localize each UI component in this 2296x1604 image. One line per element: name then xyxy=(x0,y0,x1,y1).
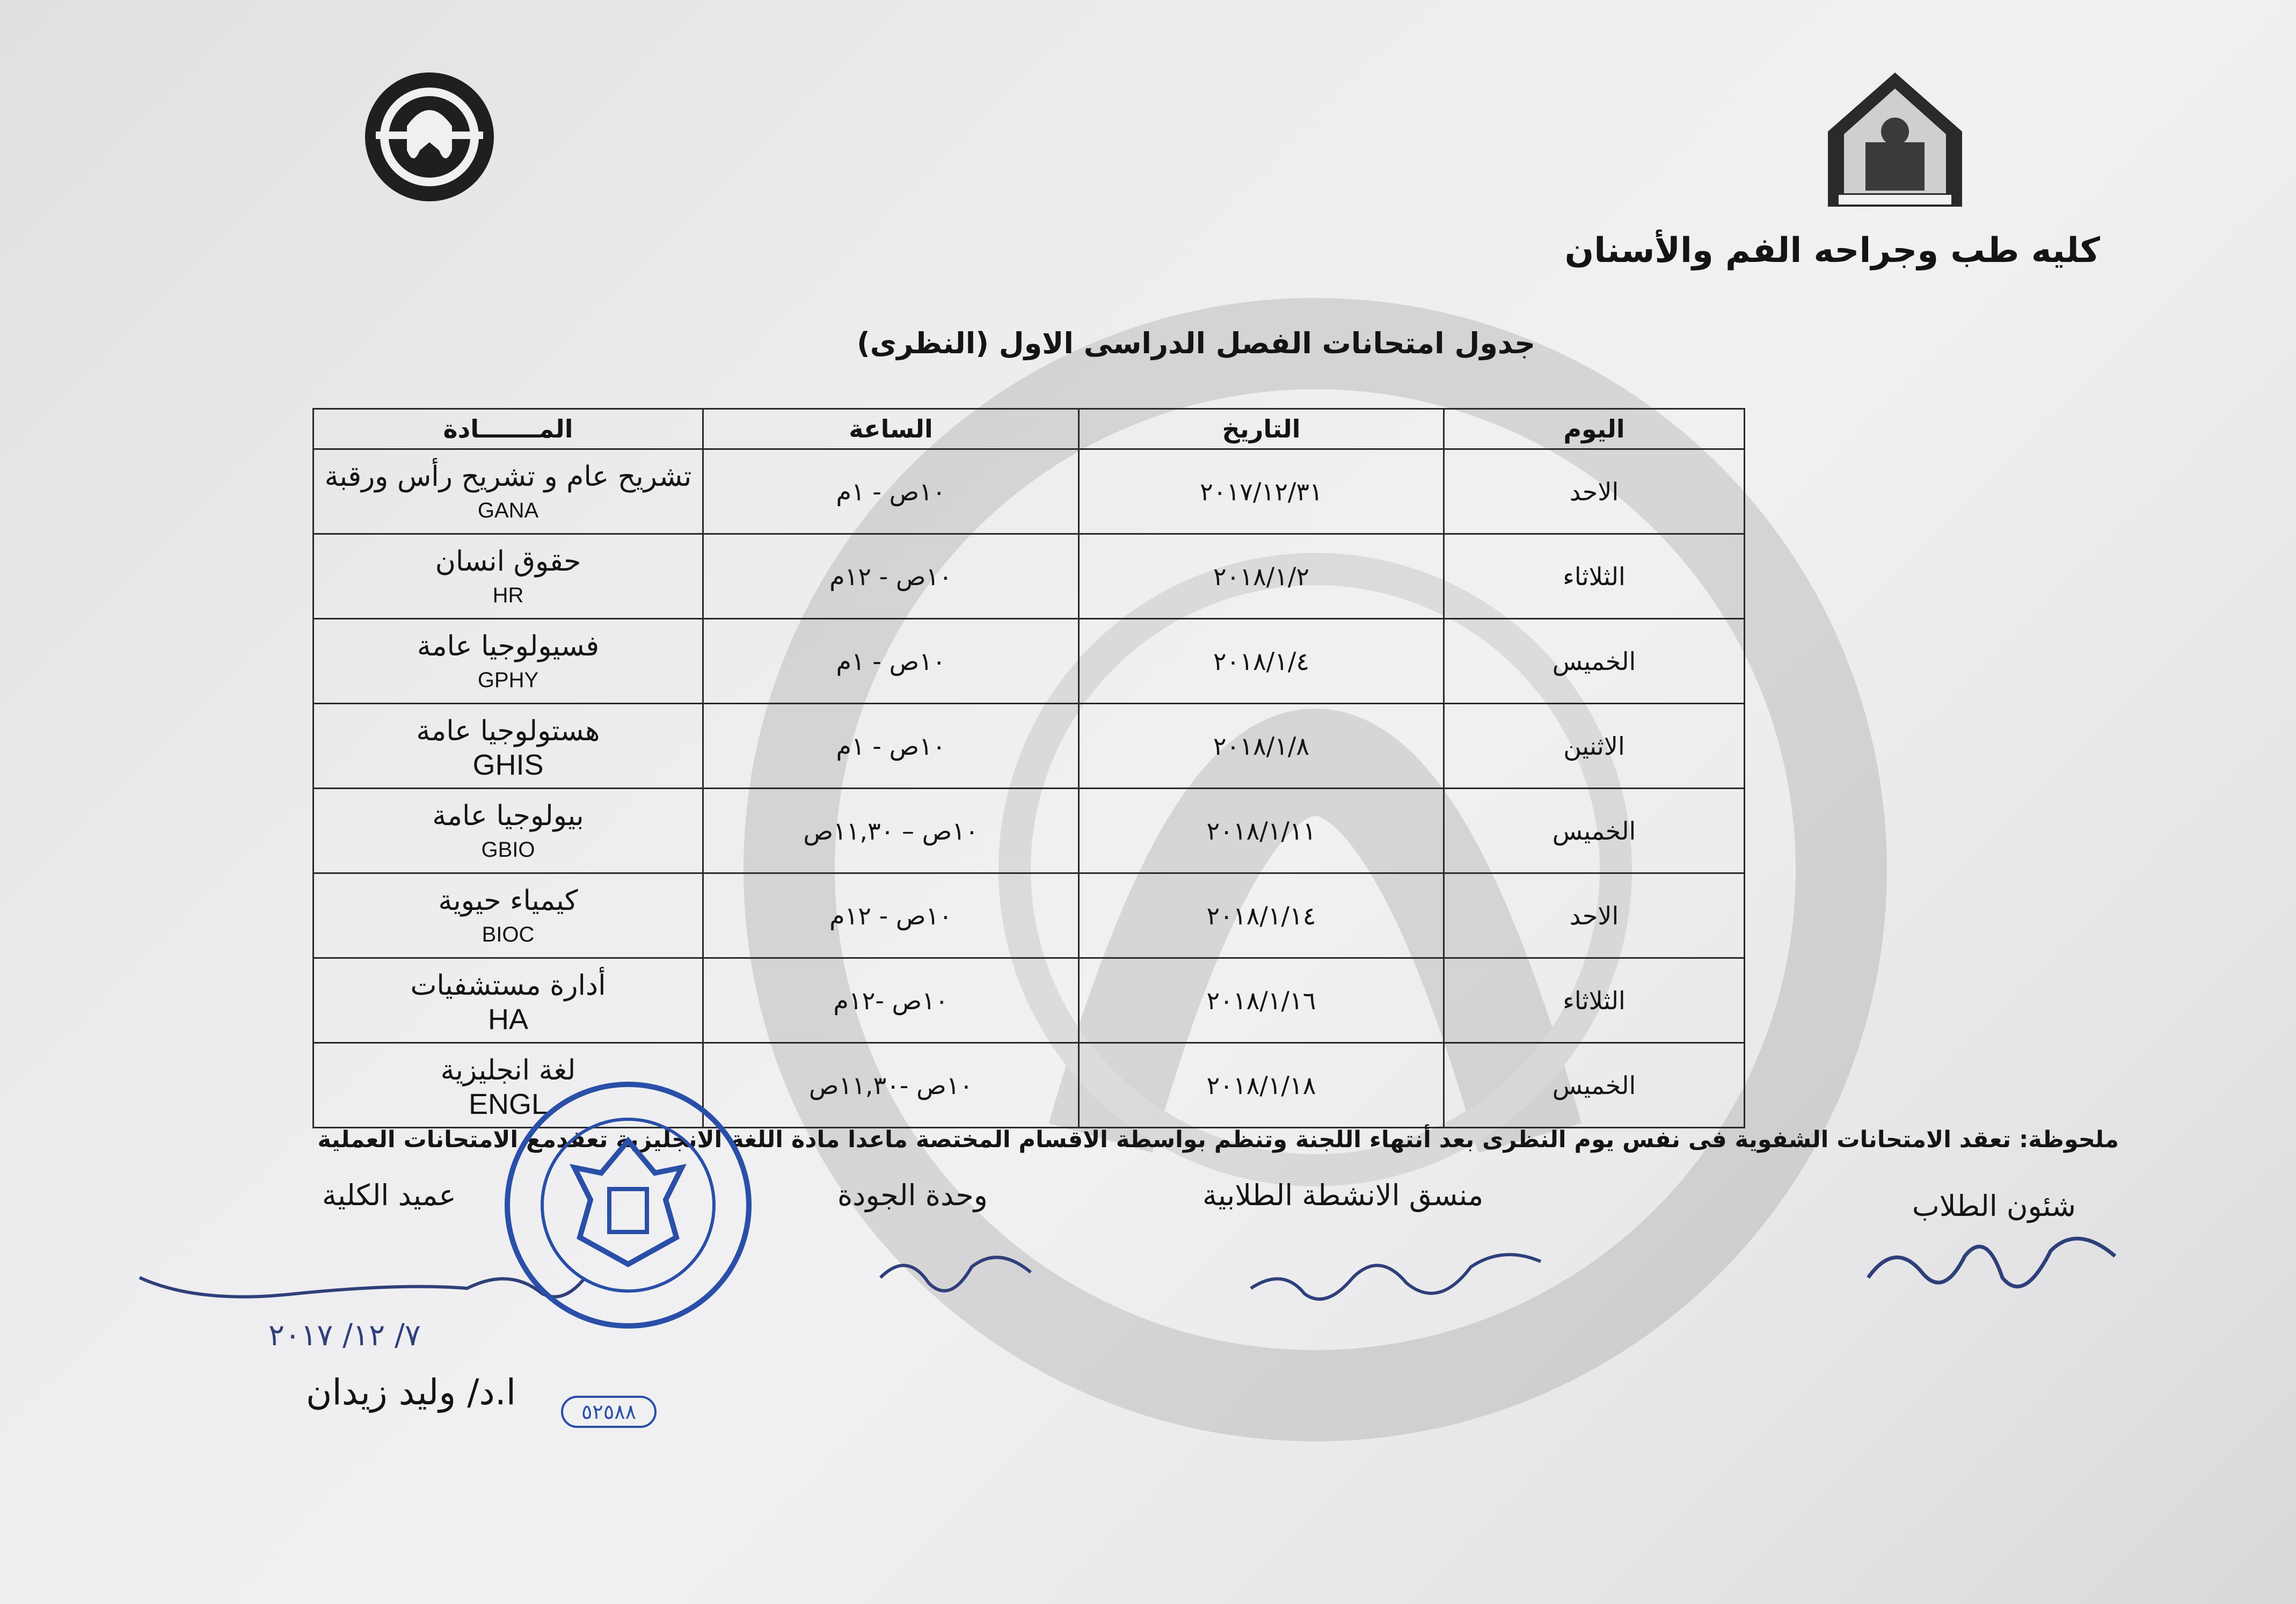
subject-name: تشريح عام و تشريح رأس ورقبة xyxy=(324,460,692,493)
date-cell: ٢٠١٨/١/٢ xyxy=(1079,534,1444,619)
table-row xyxy=(314,704,1745,789)
header-time: الساعة xyxy=(703,409,1079,449)
subject-name: لغة انجليزية xyxy=(440,1054,576,1087)
subject-cell xyxy=(314,619,703,704)
subject-cell xyxy=(314,704,703,789)
header-day: اليوم xyxy=(1444,409,1745,449)
faculty-name: كليه طب وجراحه الفم والأسنان xyxy=(1564,231,2100,271)
dental-faculty-logo xyxy=(360,56,499,217)
table-row xyxy=(314,789,1745,873)
dean-label: عميد الكلية xyxy=(322,1178,456,1212)
day-cell: الاحد xyxy=(1444,449,1745,534)
time-cell: ١٠ص - ١م xyxy=(703,704,1079,789)
day-cell: الخميس xyxy=(1444,619,1745,704)
date-cell: ٢٠١٧/١٢/٣١ xyxy=(1079,449,1444,534)
activities-coordinator-signature xyxy=(1245,1235,1546,1321)
subject-code: ENGL xyxy=(468,1088,548,1120)
subject-code: GANA xyxy=(477,498,539,522)
subject-cell xyxy=(314,873,703,958)
subject-name: فسيولوجيا عامة xyxy=(417,630,600,662)
header-subject: المـــــــادة xyxy=(314,409,703,449)
subject-cell xyxy=(314,534,703,619)
quality-unit-signature xyxy=(875,1235,1036,1310)
quality-unit-label: وحدة الجودة xyxy=(837,1178,988,1212)
subject-code: GBIO xyxy=(481,837,535,862)
subject-code: HR xyxy=(492,583,524,607)
date-cell: ٢٠١٨/١/١٨ xyxy=(1079,1043,1444,1128)
document-title: جدول امتحانات الفصل الدراسى الاول (النظرى) xyxy=(857,326,1535,360)
exam-schedule-table xyxy=(312,408,1745,1128)
subject-code: HA xyxy=(487,1003,528,1036)
date-cell: ٢٠١٨/١/٤ xyxy=(1079,619,1444,704)
day-cell: الاثنين xyxy=(1444,704,1745,789)
date-cell: ٢٠١٨/١/١٤ xyxy=(1079,873,1444,958)
time-cell: ١٠ص - ١م xyxy=(703,449,1079,534)
subject-cell xyxy=(314,789,703,873)
activities-coordinator-label: منسق الانشطة الطلابية xyxy=(1202,1178,1484,1212)
dean-name: ا.د/ وليد زيدان xyxy=(306,1372,516,1413)
subject-name: حقوق انسان xyxy=(435,545,581,578)
subject-cell xyxy=(314,449,703,534)
table-row xyxy=(314,534,1745,619)
table-row xyxy=(314,958,1745,1043)
subject-name: هستولوجيا عامة xyxy=(416,714,600,747)
day-cell: الثلاثاء xyxy=(1444,534,1745,619)
time-cell: ١٠ص -١٢م xyxy=(703,958,1079,1043)
time-cell: ١٠ص -١١,٣٠ص xyxy=(703,1043,1079,1128)
subject-name: بيولوجيا عامة xyxy=(432,799,584,832)
table-row xyxy=(314,619,1745,704)
day-cell: الاحد xyxy=(1444,873,1745,958)
student-affairs-label: شئون الطلاب xyxy=(1912,1189,2076,1223)
official-stamp xyxy=(499,1076,757,1334)
table-row xyxy=(314,873,1745,958)
time-cell: ١٠ص - ١٢م xyxy=(703,873,1079,958)
subject-code: GPHY xyxy=(477,668,539,692)
day-cell: الثلاثاء xyxy=(1444,958,1745,1043)
header-date: التاريخ xyxy=(1079,409,1444,449)
date-cell: ٢٠١٨/١/٨ xyxy=(1079,704,1444,789)
date-cell: ٢٠١٨/١/١١ xyxy=(1079,789,1444,873)
time-cell: ١٠ص - ١م xyxy=(703,619,1079,704)
day-cell: الخميس xyxy=(1444,1043,1745,1128)
time-cell: ١٠ص - ١٢م xyxy=(703,534,1079,619)
date-cell: ٢٠١٨/١/١٦ xyxy=(1079,958,1444,1043)
handwritten-date: ٧/ ١٢/ ٢٠١٧ xyxy=(268,1318,421,1353)
table-row xyxy=(314,449,1745,534)
table-header-row xyxy=(314,409,1745,449)
subject-cell xyxy=(314,958,703,1043)
university-logo xyxy=(1817,67,1973,217)
subject-code: BIOC xyxy=(482,922,535,946)
student-affairs-signature xyxy=(1863,1219,2120,1310)
exam-note: ملحوظة: تعقد الامتحانات الشفوية فى نفس يوم النظرى بعد أنتهاء اللجنة وتنظم بواسطة الاقسام المختصة ماعدا مادة اللغة الانجليزية تعقدمع الامتحانات العملية xyxy=(317,1126,2119,1153)
day-cell: الخميس xyxy=(1444,789,1745,873)
stamp-number: ٥٢٥٨٨ xyxy=(561,1396,657,1428)
time-cell: ١٠ص – ١١,٣٠ص xyxy=(703,789,1079,873)
subject-name: أدارة مستشفيات xyxy=(410,969,606,1002)
subject-name: كيمياء حيوية xyxy=(438,884,578,917)
subject-code: GHIS xyxy=(472,748,544,781)
